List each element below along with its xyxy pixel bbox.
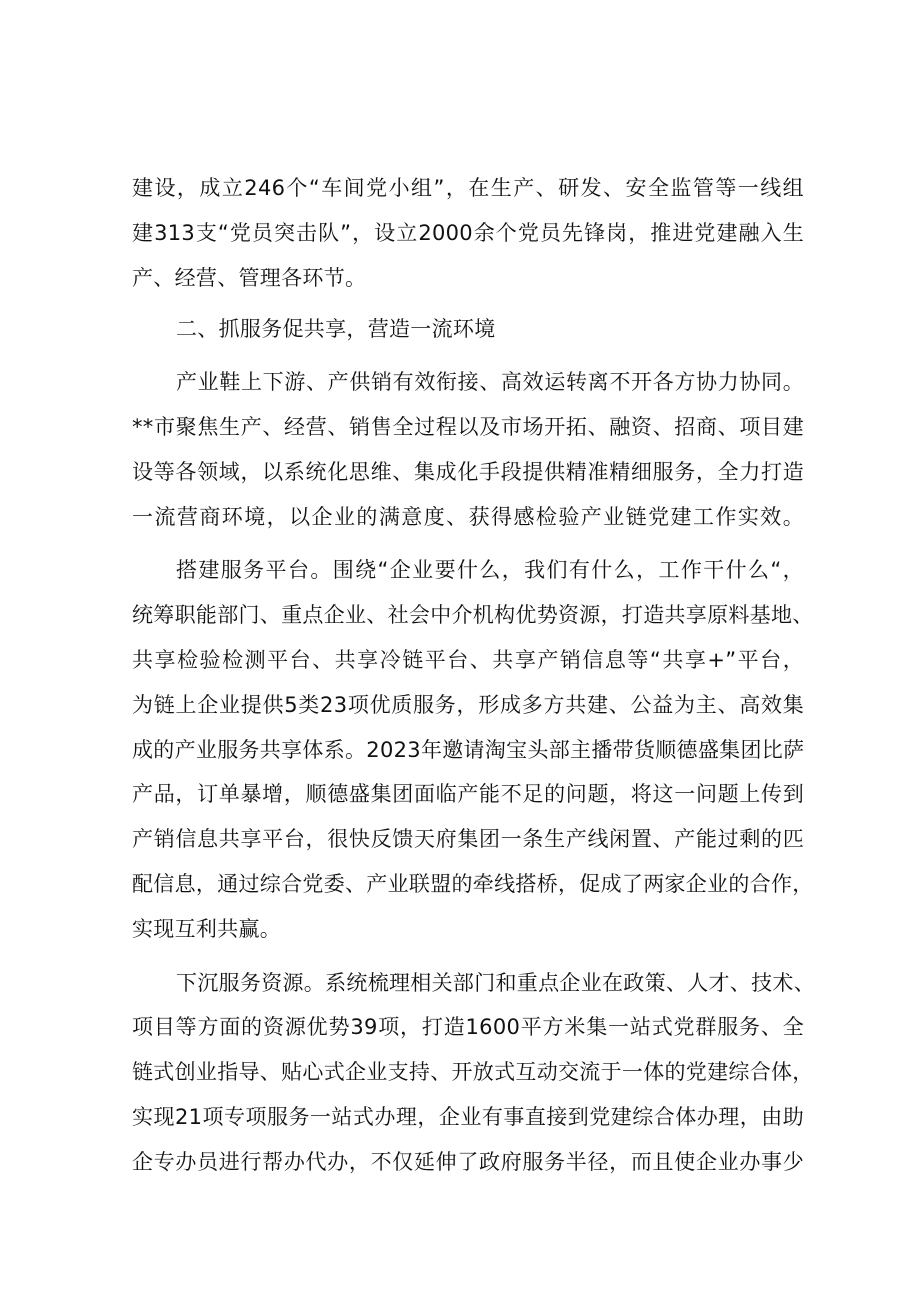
text-line: 链式创业指导、贴心式企业支持、开放式互动交流于一体的党建综合体， bbox=[132, 1060, 814, 1085]
text-line: 搭建服务平台。围绕“企业要什么，我们有什么，工作干什么“， bbox=[176, 558, 804, 583]
text-line: 为链上企业提供5类23项优质服务，形成多方共建、公益为主、高效集 bbox=[132, 692, 804, 717]
text-line: 实现21项专项服务一站式办理，企业有事直接到党建综合体办理，由助 bbox=[132, 1104, 804, 1129]
paragraph-party-building-continued bbox=[132, 166, 804, 300]
text-line: 项目等方面的资源优势39项，打造1600平方米集一站式党群服务、全 bbox=[132, 1015, 804, 1040]
section-heading-2 bbox=[132, 307, 804, 352]
paragraph-service-resources bbox=[132, 961, 815, 1185]
text-line: 产销信息共享平台，很快反馈天府集团一条生产线闲置、产能过剩的匹 bbox=[132, 827, 804, 852]
text-line: 产、经营、管理各环节。 bbox=[132, 265, 367, 290]
text-line: 配信息，通过综合党委、产业联盟的牵线搭桥，促成了两家企业的合作， bbox=[132, 871, 814, 896]
paragraph-service-platform bbox=[132, 548, 814, 951]
text-line: 建313支“党员突击队”，设立2000余个党员先锋岗，推进党建融入生 bbox=[132, 220, 804, 245]
text-line: 产业鞋上下游、产供销有效衔接、高效运转离不开各方协力协同。 bbox=[176, 370, 804, 395]
text-line: 共享检验检测平台、共享冷链平台、共享产销信息等“共享+”平台， bbox=[132, 647, 804, 672]
text-line: 一流营商环境，以企业的满意度、获得感检验产业链党建工作实效。 bbox=[132, 504, 804, 529]
paragraph-service-intro bbox=[132, 360, 804, 539]
section-heading-text: 二、抓服务促共享，营造一流环境 bbox=[176, 317, 496, 342]
text-line: 实现互利共赢。 bbox=[132, 916, 282, 941]
text-line: 产品，订单暴增，顺德盛集团面临产能不足的问题，将这一问题上传到 bbox=[132, 782, 804, 807]
text-line: 建设，成立246个“车间党小组”，在生产、研发、安全监管等一线组 bbox=[132, 176, 804, 200]
document-body bbox=[132, 166, 815, 1185]
text-line: 成的产业服务共享体系。2023年邀请淘宝头部主播带货顺德盛集团比萨 bbox=[132, 737, 805, 762]
text-line: 设等各领域，以系统化思维、集成化手段提供精准精细服务，全力打造 bbox=[132, 459, 804, 484]
text-line: 企专办员进行帮办代办，不仅延伸了政府服务半径，而且使企业办事少 bbox=[132, 1149, 804, 1174]
text-line: 下沉服务资源。系统梳理相关部门和重点企业在政策、人才、技术、 bbox=[176, 970, 815, 995]
text-line: 统筹职能部门、重点企业、社会中介机构优势资源，打造共享原料基地、 bbox=[132, 603, 814, 628]
text-line: **市聚焦生产、经营、销售全过程以及市场开拓、融资、招商、项目建 bbox=[132, 414, 804, 439]
